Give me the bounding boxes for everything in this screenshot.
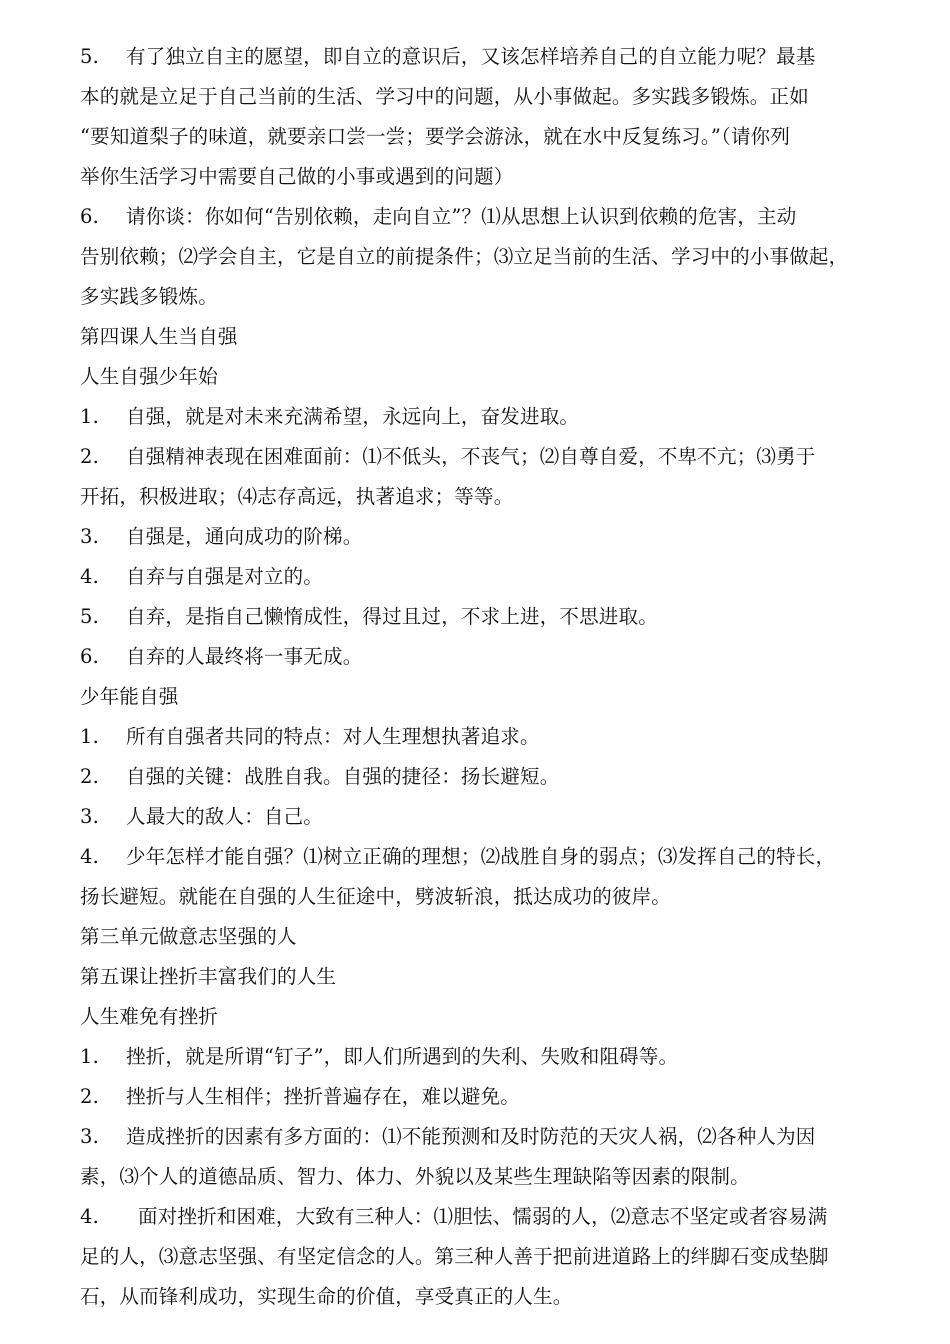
item-number: 2.	[80, 765, 100, 788]
line-text: 第四课人生当自强	[80, 325, 238, 348]
line-text: 所有自强者共同的特点：对人生理想执著追求。	[126, 725, 540, 748]
numbered-line	[80, 397, 880, 437]
text-line	[80, 1237, 880, 1277]
line-text: 自弃的人最终将一事无成。	[126, 645, 363, 668]
item-number: 1.	[80, 1045, 100, 1068]
numbered-line	[80, 797, 880, 837]
item-number: 6.	[80, 645, 100, 668]
line-text: 少年能自强	[80, 685, 179, 708]
line-text: 石，从而锋利成功，实现生命的价值，享受真正的人生。	[80, 1285, 573, 1308]
item-number: 1.	[80, 405, 100, 428]
item-number: 3.	[80, 525, 100, 548]
item-number: 3.	[80, 805, 100, 828]
line-text: 扬长避短。就能在自强的人生征途中，劈波斩浪，抵达成功的彼岸。	[80, 885, 672, 908]
item-number: 4.	[80, 1205, 100, 1228]
text-line	[80, 877, 880, 917]
line-text: 足的人，⑶意志坚强、有坚定信念的人。第三种人善于把前进道路上的绊脚石变成垫脚	[80, 1245, 829, 1268]
line-text: 自强，就是对未来充满希望，永远向上，奋发进取。	[126, 405, 580, 428]
line-text: 挫折与人生相伴；挫折普遍存在，难以避免。	[126, 1085, 521, 1108]
line-text: 人生自强少年始	[80, 365, 218, 388]
numbered-line	[80, 1197, 880, 1237]
numbered-line	[80, 717, 880, 757]
numbered-line	[80, 1037, 880, 1077]
line-text: 第五课让挫折丰富我们的人生	[80, 965, 337, 988]
text-line	[80, 357, 880, 397]
line-text: 多实践多锻炼。	[80, 285, 218, 308]
line-text: 挫折，就是所谓“钉子”，即人们所遇到的失利、失败和阻碍等。	[126, 1045, 679, 1068]
line-text: “要知道梨子的味道，就要亲口尝一尝；要学会游泳，就在水中反复练习。”（请你列	[80, 125, 791, 148]
line-text: 本的就是立足于自己当前的生活、学习中的问题，从小事做起。多实践多锻炼。正如	[80, 85, 809, 108]
text-line	[80, 317, 880, 357]
item-number: 5.	[80, 45, 100, 68]
text-line	[80, 677, 880, 717]
numbered-line	[80, 837, 880, 877]
text-line	[80, 237, 880, 277]
line-text: 自弃，是指自己懒惰成性，得过且过，不求上进，不思进取。	[126, 605, 658, 628]
numbered-line	[80, 517, 880, 557]
text-line	[80, 1157, 880, 1197]
line-text: 素，⑶个人的道德品质、智力、体力、外貌以及某些生理缺陷等因素的限制。	[80, 1165, 750, 1188]
line-text: 少年怎样才能自强？⑴树立正确的理想；⑵战胜自身的弱点；⑶发挥自己的特长，	[126, 845, 836, 868]
item-number: 2.	[80, 1085, 100, 1108]
numbered-line	[80, 637, 880, 677]
line-text: 有了独立自主的愿望，即自立的意识后，又该怎样培养自己的自立能力呢？最基	[126, 45, 816, 68]
line-text: 面对挫折和困难，大致有三种人：⑴胆怯、懦弱的人，⑵意志不坚定或者容易满	[138, 1205, 828, 1228]
line-text: 开拓，积极进取；⑷志存高远，执著追求；等等。	[80, 485, 514, 508]
item-number: 1.	[80, 725, 100, 748]
text-line	[80, 957, 880, 997]
item-number: 5.	[80, 605, 100, 628]
item-number: 2.	[80, 445, 100, 468]
text-line	[80, 997, 880, 1037]
line-text: 造成挫折的因素有多方面的：⑴不能预测和及时防范的天灾人祸，⑵各种人为因	[126, 1125, 816, 1148]
numbered-line	[80, 597, 880, 637]
numbered-line	[80, 757, 880, 797]
item-number: 4.	[80, 565, 100, 588]
text-line	[80, 157, 880, 197]
line-text: 告别依赖；⑵学会自主，它是自立的前提条件；⑶立足当前的生活、学习中的小事做起，	[80, 245, 849, 268]
numbered-line	[80, 37, 880, 77]
line-text: 请你谈：你如何“告别依赖，走向自立”？⑴从思想上认识到依赖的危害，主动	[126, 205, 797, 228]
item-number: 4.	[80, 845, 100, 868]
text-line	[80, 117, 880, 157]
text-line	[80, 477, 880, 517]
line-text: 自弃与自强是对立的。	[126, 565, 324, 588]
line-text: 自强精神表现在困难面前：⑴不低头，不丧气；⑵自尊自爱，不卑不亢；⑶勇于	[126, 445, 816, 468]
text-line	[80, 1277, 880, 1317]
line-text: 人生难免有挫折	[80, 1005, 218, 1028]
numbered-line	[80, 1117, 880, 1157]
numbered-line	[80, 197, 880, 237]
item-number: 3.	[80, 1125, 100, 1148]
numbered-line	[80, 557, 880, 597]
line-text: 自强的关键：战胜自我。自强的捷径：扬长避短。	[126, 765, 560, 788]
line-text: 第三单元做意志坚强的人	[80, 925, 297, 948]
line-text: 人最大的敌人：自己。	[126, 805, 324, 828]
item-number: 6.	[80, 205, 100, 228]
line-text: 举你生活学习中需要自己做的小事或遇到的问题）	[80, 165, 514, 188]
numbered-line	[80, 437, 880, 477]
text-line	[80, 277, 880, 317]
line-text: 自强是，通向成功的阶梯。	[126, 525, 363, 548]
text-line	[80, 917, 880, 957]
numbered-line	[80, 1077, 880, 1117]
text-line	[80, 77, 880, 117]
